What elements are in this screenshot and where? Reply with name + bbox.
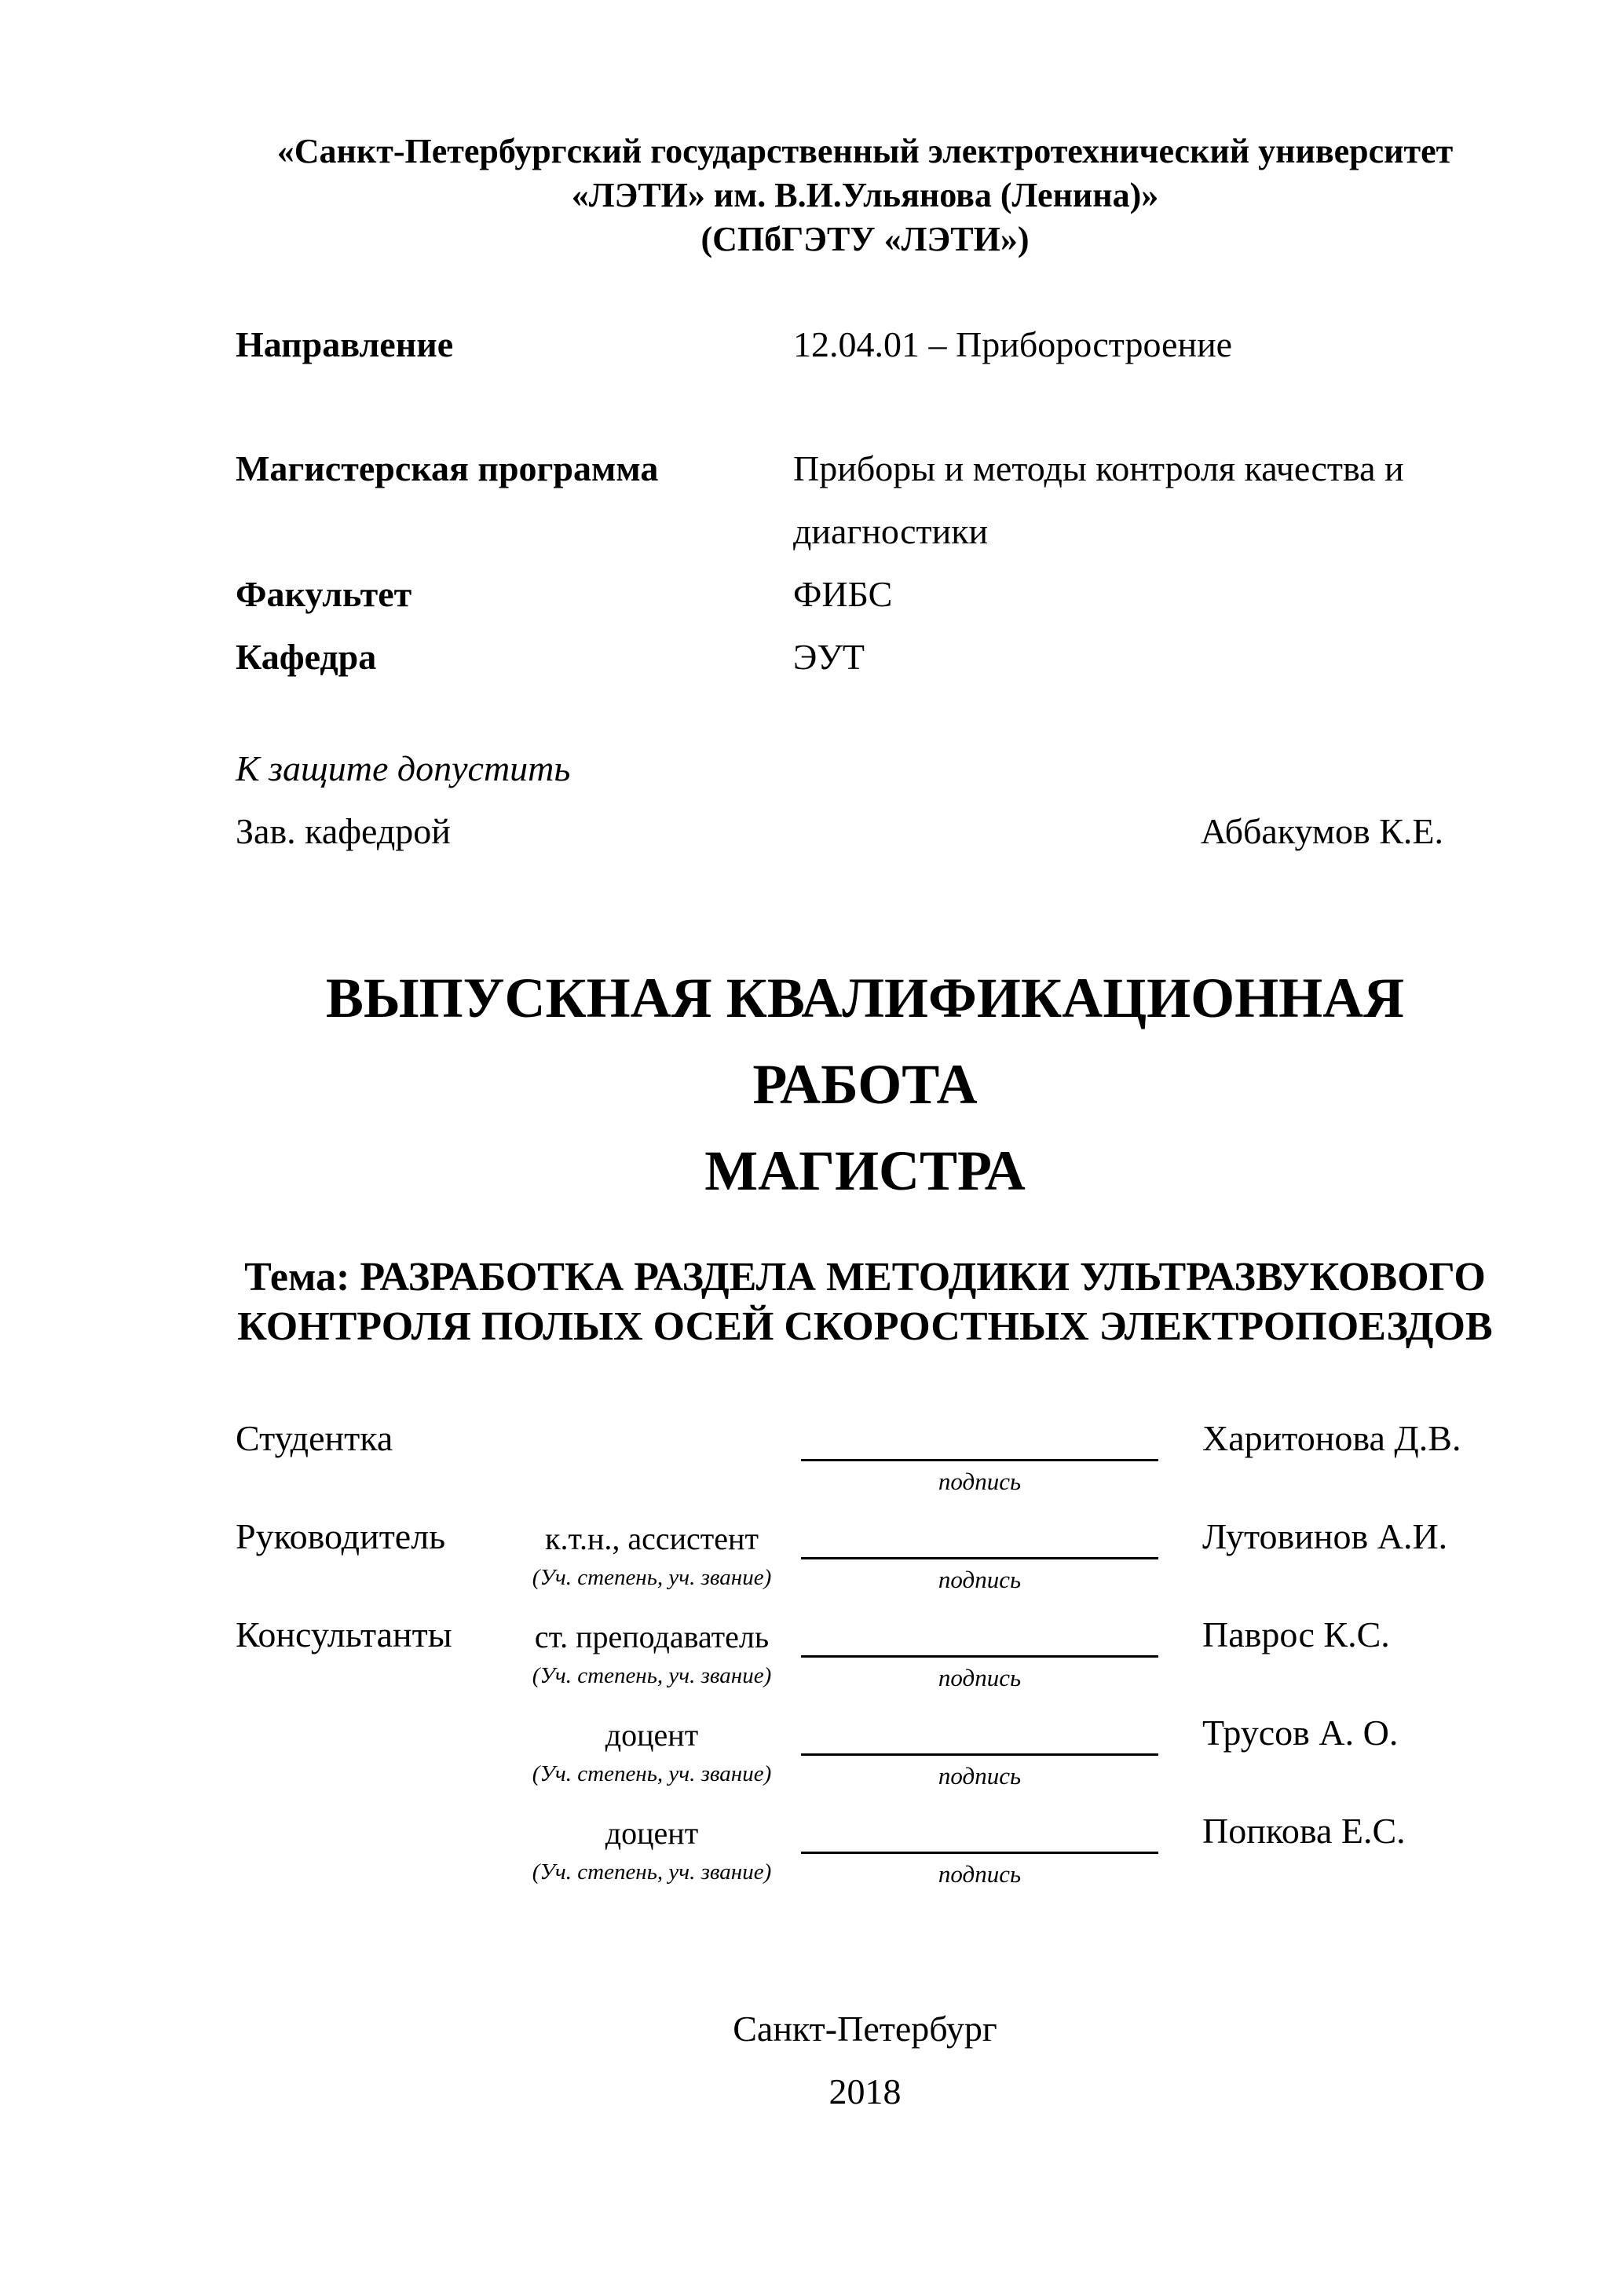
thesis-type-title-line2: МАГИСТРА xyxy=(704,1139,1026,1202)
signature-line xyxy=(801,1516,1158,1559)
signatures-table xyxy=(236,1418,1494,1888)
faculty-label: Факультет xyxy=(236,574,412,614)
signatory-title-column xyxy=(503,1811,801,1886)
signatory-title-column xyxy=(503,1713,801,1788)
year-label: 2018 xyxy=(828,2071,902,2111)
permit-to-defense-line: К защите допустить xyxy=(236,748,571,788)
thesis-type-title xyxy=(236,955,1494,1214)
thesis-topic-line1: Тема: РАЗРАБОТКА РАЗДЕЛА МЕТОДИКИ УЛЬТРАЗВУКОВОГО xyxy=(244,1255,1486,1300)
thesis-type-title-line1: ВЫПУСКНАЯ КВАЛИФИКАЦИОННАЯ РАБОТА xyxy=(325,967,1405,1116)
degree-caption: (Уч. степень, уч. звание) xyxy=(532,1761,772,1786)
master-program-value: Приборы и методы контроля качества и диагностики xyxy=(793,448,1404,551)
university-abbreviation: (СПбГЭТУ «ЛЭТИ») xyxy=(700,220,1030,258)
signature-row-supervisor xyxy=(236,1516,1494,1594)
signatory-role xyxy=(236,1713,503,1753)
signature-line xyxy=(801,1713,1158,1756)
signature-row-consultant-2 xyxy=(236,1713,1494,1790)
signature-line xyxy=(801,1811,1158,1854)
signatory-name: Попкова Е.С. xyxy=(1202,1811,1406,1851)
signature-field xyxy=(801,1614,1158,1692)
signature-field xyxy=(801,1811,1158,1888)
thesis-topic-line2: КОНТРОЛЯ ПОЛЫХ ОСЕЙ СКОРОСТНЫХ ЭЛЕКТРОПОЕЗДОВ xyxy=(237,1304,1493,1349)
master-program-label: Магистерская программа xyxy=(236,448,659,488)
program-info xyxy=(236,313,1494,689)
department-head-name: Аббакумов К.Е. xyxy=(1200,811,1443,851)
department-label: Кафедра xyxy=(236,637,377,677)
direction-label: Направление xyxy=(236,324,454,364)
city-label: Санкт-Петербург xyxy=(733,2009,997,2049)
signatory-name: Трусов А. О. xyxy=(1202,1713,1399,1753)
signature-caption: подпись xyxy=(938,1762,1022,1790)
signature-line xyxy=(801,1614,1158,1658)
signatory-name: Лутовинов А.И. xyxy=(1202,1516,1448,1556)
signature-caption: подпись xyxy=(938,1566,1022,1593)
signatory-role xyxy=(236,1811,503,1852)
department-head-row xyxy=(236,800,1494,863)
signatory-title: доцент xyxy=(605,1717,699,1753)
signatory-title-column xyxy=(503,1614,801,1690)
info-row-department xyxy=(236,626,1494,689)
signatory-title: к.т.н., ассистент xyxy=(545,1521,759,1556)
signature-field xyxy=(801,1516,1158,1594)
degree-caption: (Уч. степень, уч. звание) xyxy=(532,1565,772,1590)
university-name-line1: «Санкт-Петербургский государственный электротехнический университет xyxy=(276,132,1454,170)
direction-value: 12.04.01 – Приборостроение xyxy=(793,324,1233,364)
faculty-value: ФИБС xyxy=(793,574,893,614)
university-name-line2: «ЛЭТИ» им. В.И.Ульянова (Ленина)» xyxy=(571,176,1159,214)
signatory-role: Консультанты xyxy=(236,1614,452,1654)
signatory-title-column xyxy=(503,1418,801,1459)
degree-caption: (Уч. степень, уч. звание) xyxy=(532,1859,772,1885)
info-row-faculty xyxy=(236,563,1494,626)
signature-row-consultant-1 xyxy=(236,1614,1494,1692)
thesis-topic xyxy=(236,1252,1494,1351)
info-row-master-program xyxy=(236,437,1494,563)
page-footer xyxy=(236,1998,1494,2123)
signatory-title-column xyxy=(503,1516,801,1592)
signature-row-student xyxy=(236,1418,1494,1496)
signature-caption: подпись xyxy=(938,1860,1022,1888)
signatory-role: Руководитель xyxy=(236,1516,446,1556)
signature-field xyxy=(801,1713,1158,1790)
signatory-title: ст. преподаватель xyxy=(534,1619,770,1654)
signature-caption: подпись xyxy=(938,1468,1022,1495)
degree-caption: (Уч. степень, уч. звание) xyxy=(532,1663,772,1688)
signature-field xyxy=(801,1418,1158,1496)
signature-line xyxy=(801,1418,1158,1461)
department-head-label: Зав. кафедрой xyxy=(236,811,451,851)
signatory-role: Студентка xyxy=(236,1418,393,1458)
approval-block xyxy=(236,737,1494,863)
department-value: ЭУТ xyxy=(793,637,865,677)
signatory-name: Харитонова Д.В. xyxy=(1202,1418,1461,1458)
signature-row-consultant-3 xyxy=(236,1811,1494,1888)
signature-caption: подпись xyxy=(938,1664,1022,1691)
university-header xyxy=(236,130,1494,261)
signatory-name: Паврос К.С. xyxy=(1202,1614,1390,1654)
signatory-title: доцент xyxy=(605,1815,699,1851)
info-row-direction xyxy=(236,313,1494,376)
